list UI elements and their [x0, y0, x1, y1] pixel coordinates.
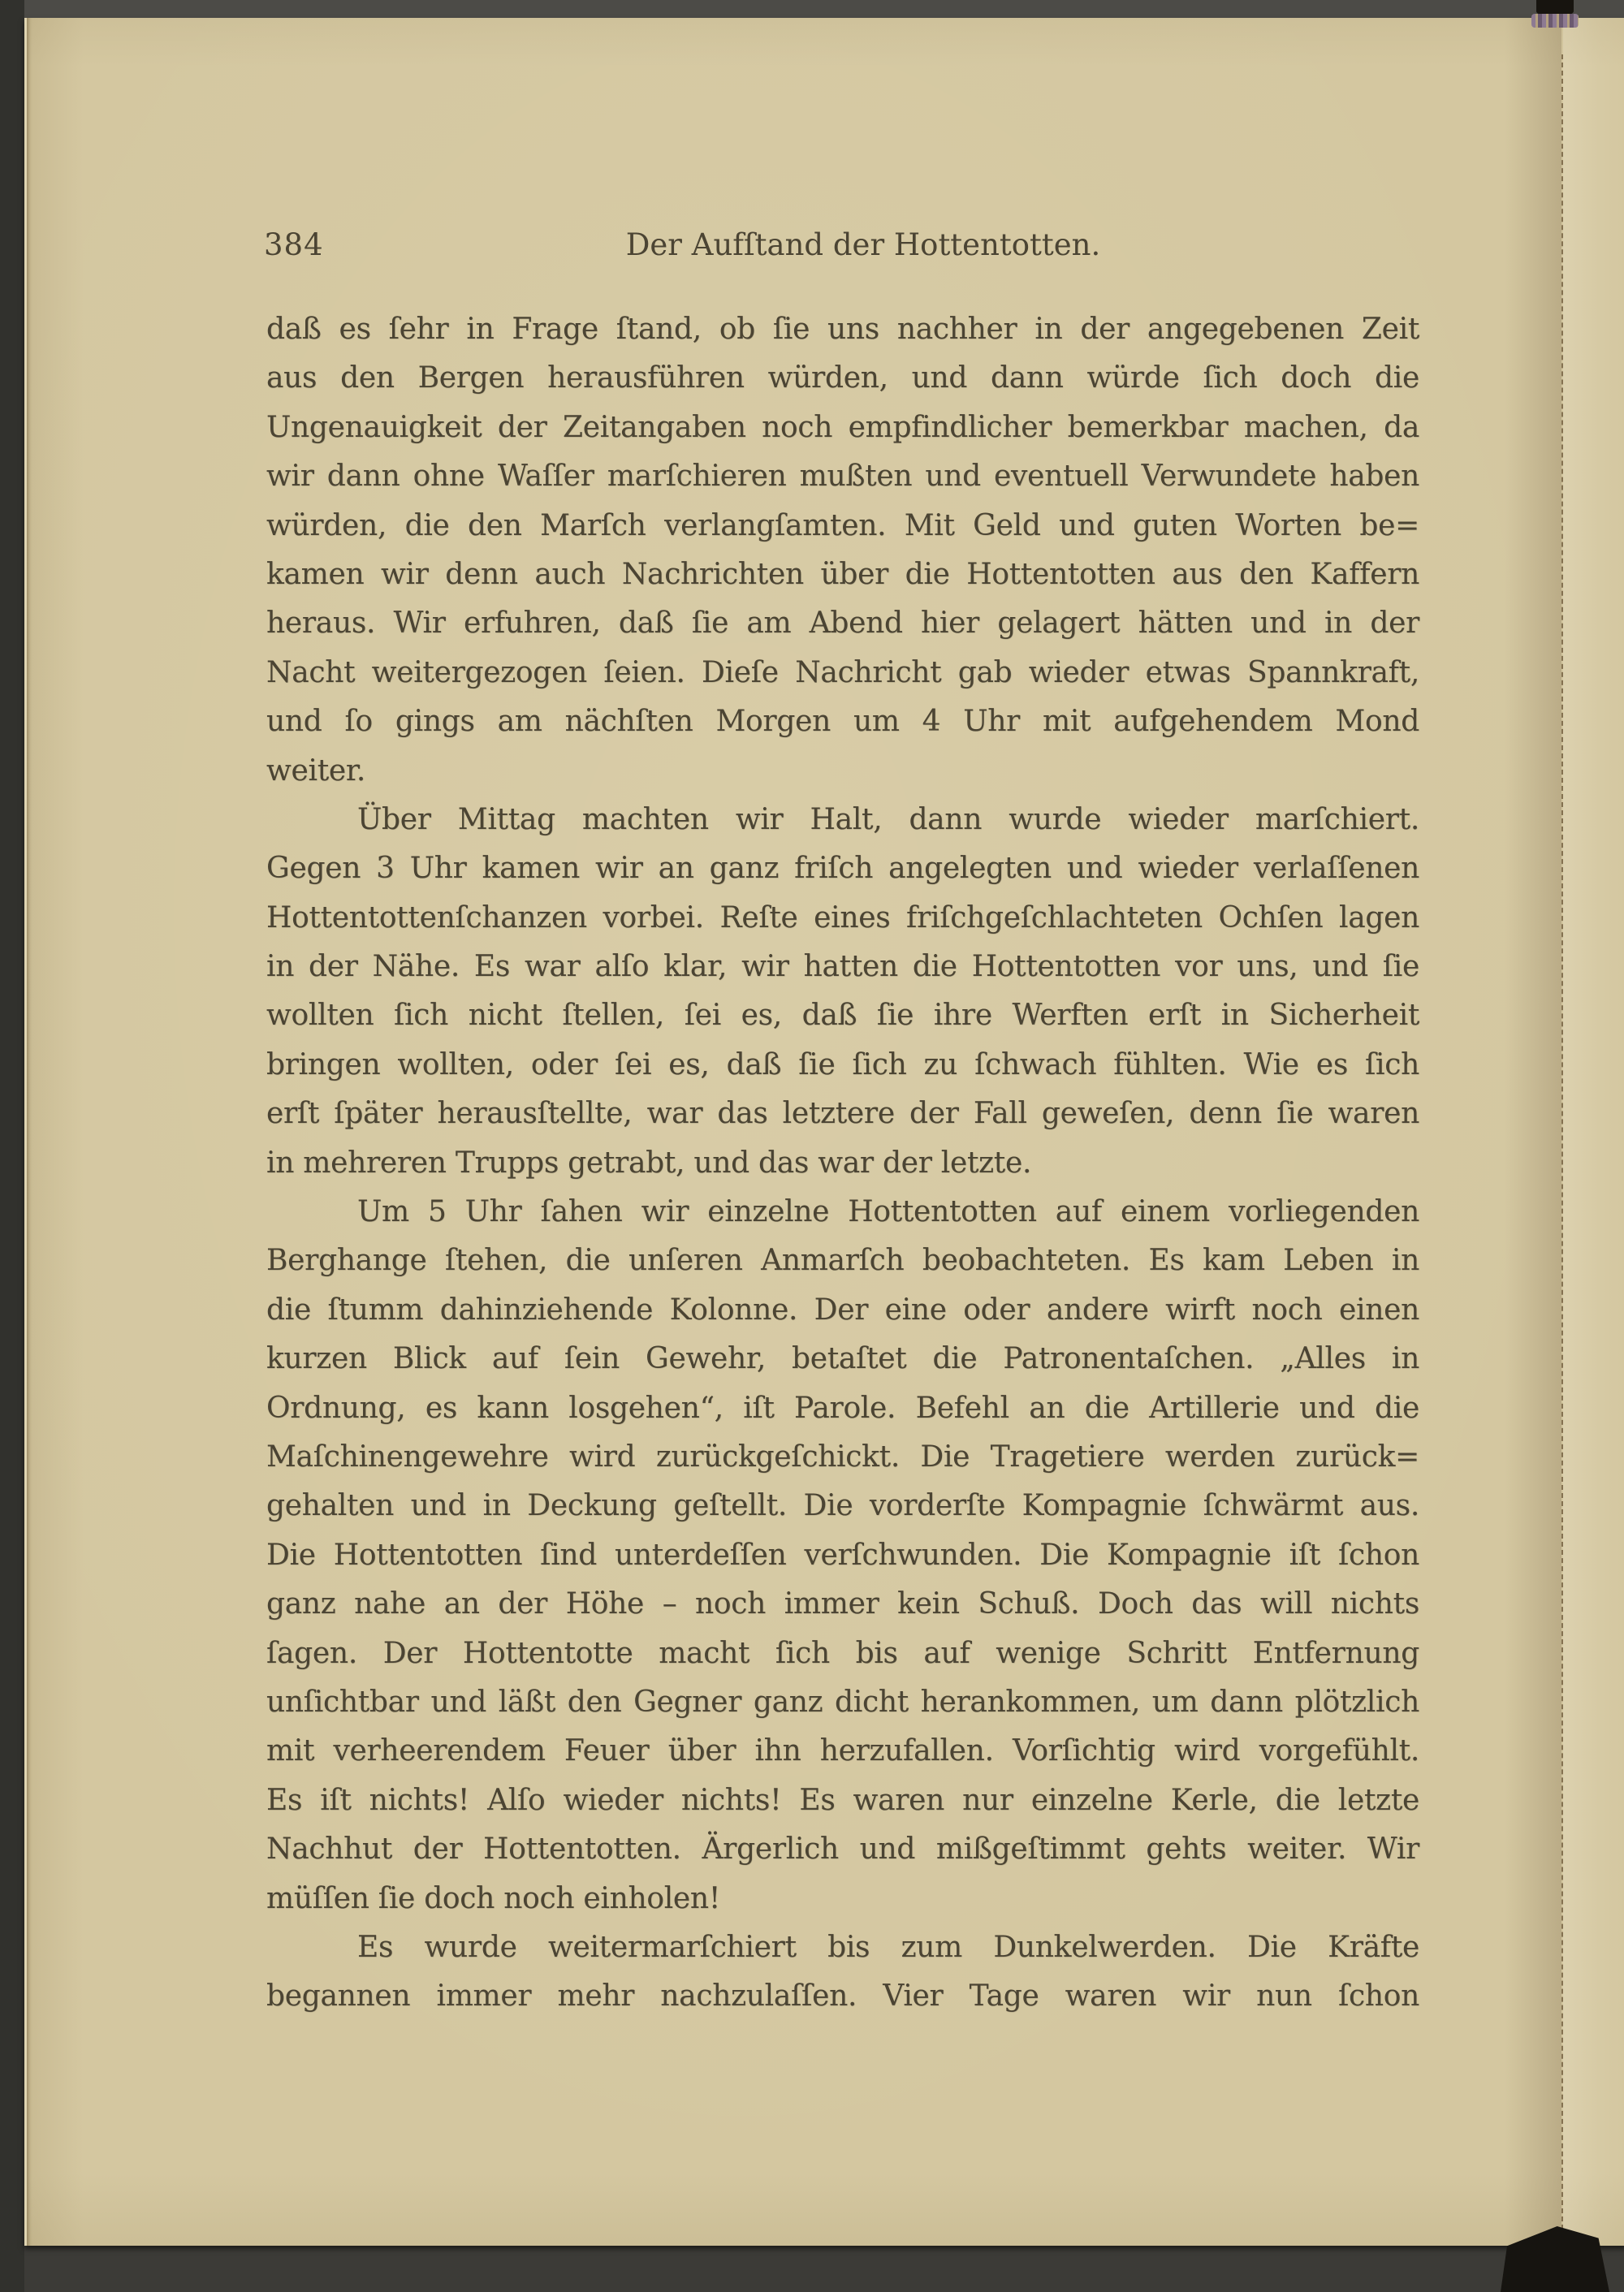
text-line: und ſo gings am nächſten Morgen um 4 Uhr mit aufgehendem Mond	[266, 705, 1419, 739]
text-line: müſſen ſie doch noch einholen!	[266, 1881, 720, 1915]
text-line: mit verheerendem Feuer über ihn herzufallen. Vorſichtig wird vorgefühlt.	[266, 1734, 1419, 1768]
text-line: weiter.	[266, 753, 366, 788]
text-line: Es wurde weitermarſchiert bis zum Dunkelwerden. Die Kräfte	[357, 1930, 1419, 1964]
text-line: in der Nähe. Es war alſo klar, wir hatten die Hottentotten vor uns, und ſie	[266, 950, 1419, 984]
text-line: kamen wir denn auch Nachrichten über die Hottentotten aus den Kaffern	[266, 557, 1419, 591]
text-line: wollten ſich nicht ſtellen, ſei es, daß ſie ihre Werften erſt in Sicherheit	[266, 999, 1419, 1033]
scan-background-left	[0, 0, 24, 2292]
text-line: bringen wollten, oder ſei es, daß ſie ſich zu ſchwach fühlten. Wie es ſich	[266, 1047, 1419, 1081]
text-line: gehalten und in Deckung geſtellt. Die vorderſte Kompagnie ſchwärmt aus.	[266, 1489, 1419, 1523]
text-block	[266, 305, 1419, 2022]
scan-background-top	[0, 0, 1624, 19]
page-fold-line	[1561, 54, 1563, 2246]
text-line: Gegen 3 Uhr kamen wir an ganz friſch angelegten und wieder verlaſſenen	[266, 852, 1419, 886]
text-line: Um 5 Uhr ſahen wir einzelne Hottentotten auf einem vorliegenden	[357, 1195, 1419, 1229]
text-line: daß es ſehr in Frage ſtand, ob ſie uns nachher in der angegebenen Zeit	[266, 313, 1419, 346]
text-line: wir dann ohne Waſſer marſchieren mußten und eventuell Verwundete haben	[266, 460, 1419, 494]
paragraph	[266, 1188, 1419, 1923]
text-line: ganz nahe an der Höhe – noch immer kein Schuß. Doch das will nichts	[266, 1587, 1419, 1621]
text-line: aus den Bergen herausführen würden, und dann würde ſich doch die	[266, 361, 1419, 395]
text-line: Über Mittag machten wir Halt, dann wurde wieder marſchiert.	[357, 802, 1419, 836]
text-line: Ordnung, es kann losgehen“, iſt Parole. Befehl an die Artillerie und die	[266, 1391, 1419, 1425]
text-line: unſichtbar und läßt den Gegner ganz dicht herankommen, um dann plötzlich	[266, 1685, 1419, 1719]
gutter-shadow	[1505, 18, 1561, 2246]
running-title: Der Aufſtand der Hottentotten.	[625, 227, 1101, 262]
text-line: kurzen Blick auf ſein Gewehr, betaſtet die Patronentaſchen. „Alles in	[266, 1342, 1419, 1376]
adjacent-page-edge	[1563, 18, 1624, 2246]
text-line: Nachhut der Hottentotten. Ärgerlich und mißgeſtimmt gehts weiter. Wir	[266, 1832, 1419, 1867]
text-line: würden, die den Marſch verlangſamten. Mit Geld und guten Worten be=	[266, 508, 1419, 542]
text-line: Ungenauigkeit der Zeitangaben noch empfindlicher bemerkbar machen, da	[266, 410, 1419, 444]
paragraph	[266, 796, 1419, 1188]
page-number: 384	[264, 227, 324, 262]
text-line: Es iſt nichts! Alſo wieder nichts! Es waren nur einzelne Kerle, die letzte	[266, 1783, 1419, 1817]
book-page	[24, 18, 1624, 2246]
paragraph	[266, 1923, 1419, 2022]
book-headband	[1531, 0, 1579, 29]
text-line: Nacht weitergezogen ſeien. Dieſe Nachricht gab wieder etwas Spannkraft,	[266, 655, 1419, 689]
text-line: begannen immer mehr nachzulaſſen. Vier Tage waren wir nun ſchon	[266, 1979, 1419, 2014]
text-line: Maſchinengewehre wird zurückgeſchickt. Die Tragetiere werden zurück=	[266, 1440, 1419, 1474]
text-line: die ſtumm dahinziehende Kolonne. Der eine oder andere wirft noch einen	[266, 1293, 1419, 1327]
text-line: Die Hottentotten ſind unterdeſſen verſchwunden. Die Kompagnie iſt ſchon	[266, 1538, 1419, 1572]
paragraph	[266, 305, 1419, 796]
text-line: in mehreren Trupps getrabt, und das war der letzte.	[266, 1146, 1032, 1180]
text-line: ſagen. Der Hottentotte macht ſich bis auf wenige Schritt Entfernung	[266, 1636, 1419, 1670]
text-line: Hottentottenſchanzen vorbei. Reſte eines friſchgeſchlachteten Ochſen lagen	[266, 900, 1419, 934]
text-line: erſt ſpäter herausſtellte, war das letztere der Fall geweſen, denn ſie waren	[266, 1097, 1419, 1131]
text-line: heraus. Wir erfuhren, daß ſie am Abend hier gelagert hätten und in der	[266, 606, 1419, 641]
headband-threads	[1531, 14, 1579, 28]
text-line: Berghange ſtehen, die unſeren Anmarſch beobachteten. Es kam Leben in	[266, 1244, 1419, 1278]
